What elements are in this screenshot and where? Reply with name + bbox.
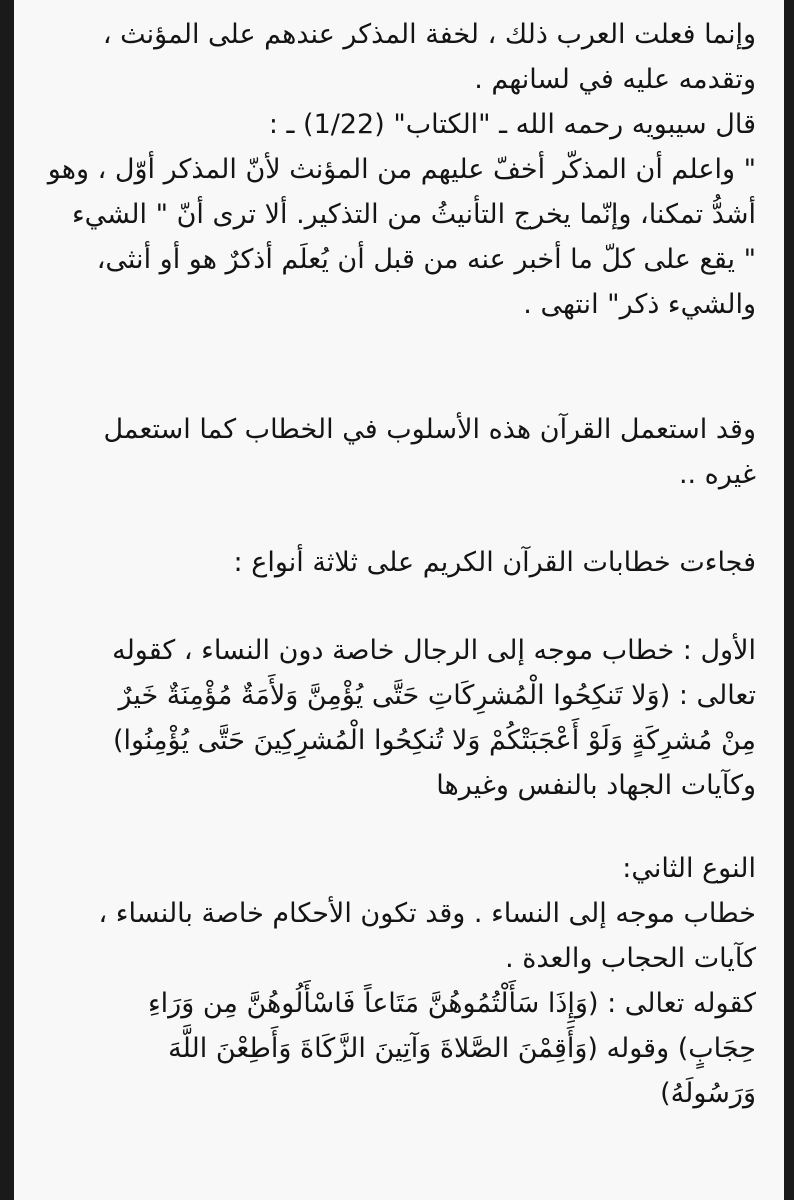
paragraph-quran-style: وقد استعمل القرآن هذه الأسلوب في الخطاب كما استعمل غيره .. (103, 414, 756, 490)
paragraph-sibawayh-quote: قال سيبويه رحمه الله ـ "الكتاب" (1/22) ـ : " واعلم أن المذكّر أخفّ عليهم من المؤنث لأنّ المذكر أوّل ، وهو أشدُّ تمكنا، وإنّما يخرج التأنيثُ من التذكير. ألا ترى أنّ " الشيء " يقع على كلّ ما أخبر عنه من قبل أن يُعلَم أذكرٌ هو أو أنثى، والشيء ذكر" انتهى . (47, 109, 756, 320)
document-page (14, 0, 784, 1200)
paragraph-second-type: النوع الثاني: خطاب موجه إلى النساء . وقد تكون الأحكام خاصة بالنساء ، كآيات الحجاب والعدة . كقوله تعالى : (وَإِذَا سَأَلْتُمُوهُنَّ مَتَاعاً فَاسْأَلُوهُنَّ مِن وَرَاءِ حِجَابٍ) وقوله (وَأَقِمْنَ الصَّلاةَ وَآتِينَ الزَّكَاةَ وَأَطِعْنَ اللَّهَ وَرَسُولَهُ) (98, 853, 756, 1109)
paragraph-gap (44, 585, 756, 628)
paragraph-gap (44, 327, 756, 407)
paragraph-arab-reason: وإنما فعلت العرب ذلك ، لخفة المذكر عندهم على المؤنث ، وتقدمه عليه في لسانهم . (102, 19, 756, 95)
paragraph-gap (44, 497, 756, 540)
paragraph-three-types: فجاءت خطابات القرآن الكريم على ثلاثة أنواع : (233, 547, 756, 578)
paragraph-gap (44, 808, 756, 846)
document-text (44, 12, 756, 1116)
paragraph-first-type: الأول : خطاب موجه إلى الرجال خاصة دون النساء ، كقوله تعالى : (وَلا تَنكِحُوا الْمُشرِكَاتِ حَتَّى يُؤْمِنَّ وَلأَمَةٌ مُؤْمِنَةٌ خَيرٌ مِنْ مُشرِكَةٍ وَلَوْ أَعْجَبَتْكُمْ وَلا تُنكِحُوا الْمُشرِكِينَ حَتَّى يُؤْمِنُوا) وكآيات الجهاد بالنفس وغيرها (112, 635, 756, 801)
